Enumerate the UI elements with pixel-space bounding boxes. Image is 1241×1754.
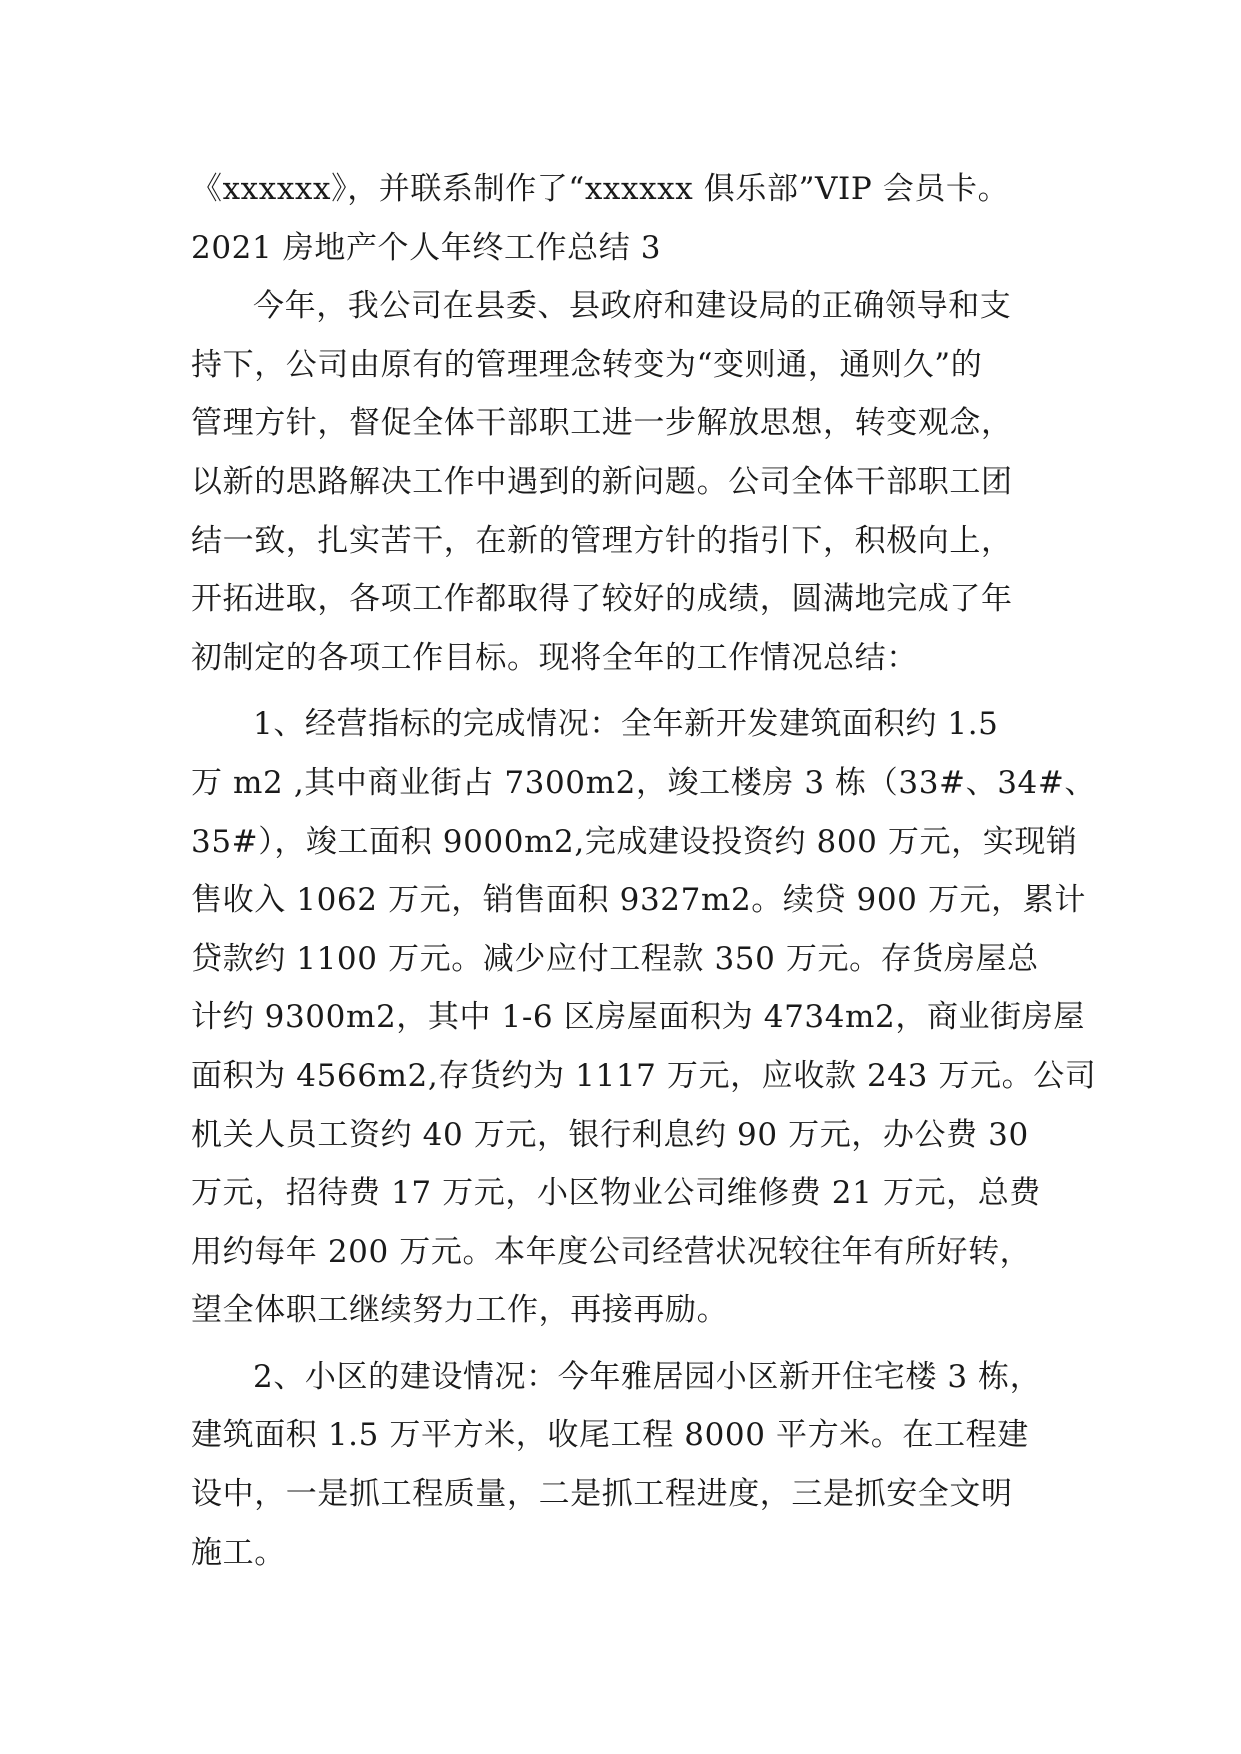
paragraph-spacer	[191, 1340, 1071, 1348]
text-line: 2、小区的建设情况：今年雅居园小区新开住宅楼 3 栋，	[253, 1358, 1042, 1395]
text-line: 《xxxxxx》，并联系制作了“xxxxxx 俱乐部”VIP 会员卡。	[191, 171, 1010, 207]
text-line: 万元，招待费 17 万元，小区物业公司维修费 21 万元，总费	[191, 1175, 1041, 1212]
text-line: 计约 9300m2，其中 1-6 区房屋面积为 4734m2，商业街房屋	[191, 999, 1085, 1036]
text-line: 开拓进取，各项工作都取得了较好的成绩，圆满地完成了年	[191, 581, 1013, 618]
text-line: 初制定的各项工作目标。现将全年的工作情况总结：	[191, 639, 918, 676]
text-line: 设中，一是抓工程质量，二是抓工程进度，三是抓安全文明	[191, 1476, 1013, 1513]
document-page	[191, 160, 1097, 1582]
text-line: 万 m2 ,其中商业街占 7300m2，竣工楼房 3 栋（33#、34#、	[191, 764, 1097, 801]
text-line: 1、经营指标的完成情况：全年新开发建筑面积约 1.5	[253, 706, 999, 743]
text-line: 建筑面积 1.5 万平方米，收尾工程 8000 平方米。在工程建	[191, 1417, 1029, 1454]
text-line: 售收入 1062 万元，销售面积 9327m2。续贷 900 万元，累计	[191, 882, 1086, 919]
paragraph-operating-indicators	[191, 695, 1097, 1340]
text-line: 用约每年 200 万元。本年度公司经营状况较往年有所好转，	[191, 1233, 1032, 1270]
text-line: 今年，我公司在县委、县政府和建设局的正确领导和支	[253, 288, 1012, 325]
text-line: 管理方针，督促全体干部职工进一步解放思想，转变观念，	[191, 405, 1013, 442]
section-heading: 2021 房地产个人年终工作总结 3	[191, 229, 662, 266]
text-line: 面积为 4566m2,存货约为 1117 万元，应收款 243 万元。公司	[191, 1057, 1097, 1094]
paragraph-spacer	[191, 687, 1071, 695]
text-line: 施工。	[191, 1534, 286, 1571]
text-line: 以新的思路解决工作中遇到的新问题。公司全体干部职工团	[191, 463, 1013, 500]
paragraph-construction	[191, 1348, 1071, 1582]
text-line: 结一致，扎实苦干，在新的管理方针的指引下，积极向上，	[191, 522, 1013, 559]
text-line: 望全体职工继续努力工作，再接再励。	[191, 1292, 729, 1329]
text-line: 贷款约 1100 万元。减少应付工程款 350 万元。存货房屋总	[191, 940, 1039, 977]
paragraph-intro	[191, 277, 1071, 687]
text-line: 35#），竣工面积 9000m2,完成建设投资约 800 万元，实现销	[191, 823, 1078, 860]
text-line: 持下，公司由原有的管理理念转变为“变则通，通则久”的	[191, 346, 983, 383]
text-line: 机关人员工资约 40 万元，银行利息约 90 万元，办公费 30	[191, 1116, 1029, 1153]
